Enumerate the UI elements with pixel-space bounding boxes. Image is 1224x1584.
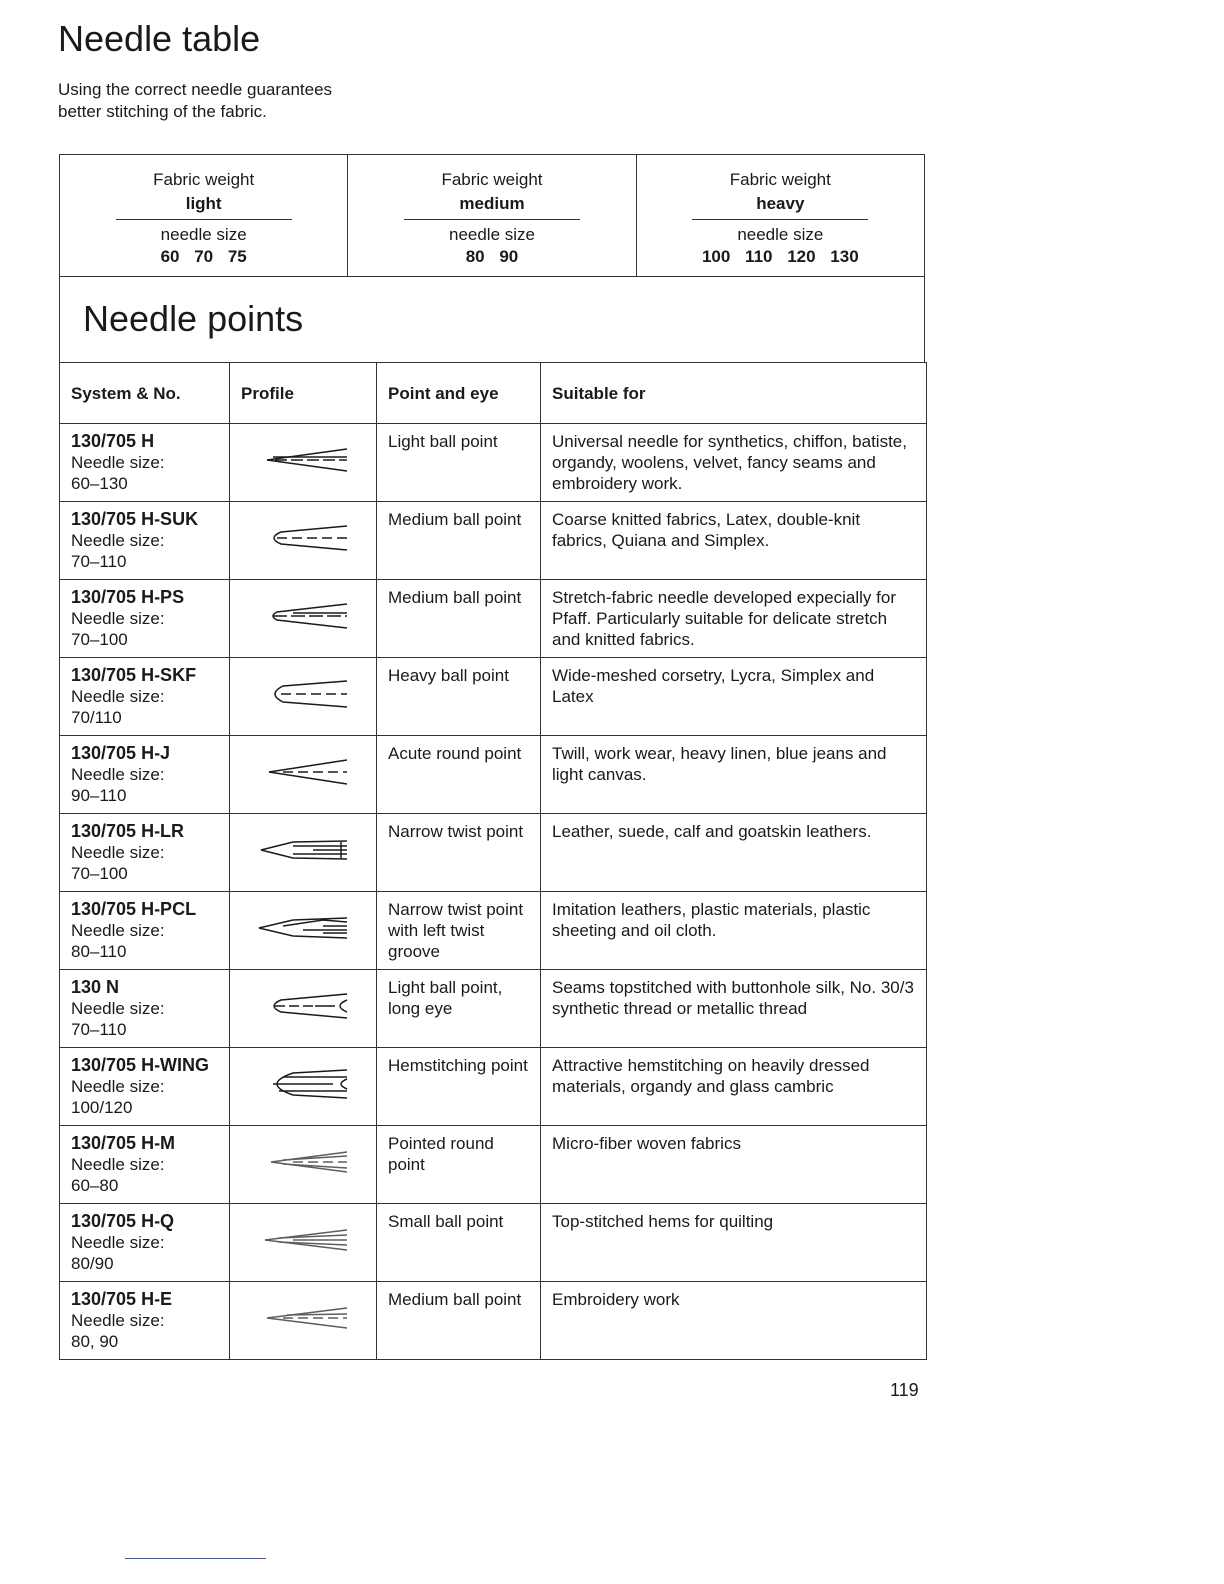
- intro-line: Using the correct needle guarantees: [58, 80, 333, 99]
- table-row: [60, 580, 927, 658]
- needle-profile-icon: [253, 594, 353, 638]
- needle-size-label: needle size: [737, 225, 824, 244]
- system-number: 130/705 H-SKF: [71, 665, 197, 685]
- needle-profile-icon: [253, 906, 353, 950]
- point-cell: Heavy ball point: [377, 658, 541, 736]
- point-cell: Pointed round point: [377, 1126, 541, 1204]
- table-row: [60, 892, 927, 970]
- needle-size-range: 80, 90: [71, 1332, 119, 1351]
- system-number: 130/705 H-E: [71, 1289, 173, 1309]
- profile-cell: [230, 970, 377, 1048]
- needle-points-header: [59, 276, 925, 362]
- needle-sizes: 60 70 75: [160, 247, 247, 266]
- needle-profile-icon: [253, 984, 353, 1028]
- fabric-weight-value: heavy: [756, 194, 805, 213]
- profile-cell: [230, 424, 377, 502]
- needle-profile-icon: [253, 1062, 353, 1106]
- table-row: [60, 970, 927, 1048]
- fabric-weight-label: Fabric weight: [441, 170, 543, 189]
- needle-size-range: 70–100: [71, 630, 128, 649]
- suitable-cell: Top-stitched hems for quilting: [541, 1204, 927, 1282]
- system-cell: [60, 970, 230, 1048]
- suitable-cell: Wide-meshed corsetry, Lycra, Simplex and Latex: [541, 658, 927, 736]
- point-cell: Light ball point, long eye: [377, 970, 541, 1048]
- system-cell: [60, 1048, 230, 1126]
- column-header-profile: Profile: [230, 363, 377, 424]
- system-number: 130/705 H: [71, 431, 155, 451]
- needle-profile-icon: [253, 1218, 353, 1262]
- needle-size-label: Needle size:: [71, 1155, 165, 1174]
- profile-cell: [230, 658, 377, 736]
- suitable-cell: Imitation leathers, plastic materials, plastic sheeting and oil cloth.: [541, 892, 927, 970]
- suitable-cell: Seams topstitched with buttonhole silk, No. 30/3 synthetic thread or metallic thread: [541, 970, 927, 1048]
- system-number: 130/705 H-PS: [71, 587, 185, 607]
- needle-size-range: 70–110: [71, 1020, 127, 1039]
- needle-points-table: [59, 362, 927, 1360]
- suitable-cell: Twill, work wear, heavy linen, blue jeans and light canvas.: [541, 736, 927, 814]
- needle-size-range: 80/90: [71, 1254, 114, 1273]
- needle-size-range: 70–110: [71, 552, 127, 571]
- needle-size-label: Needle size:: [71, 1077, 165, 1096]
- page-number: 119: [890, 1380, 919, 1400]
- suitable-cell: Coarse knitted fabrics, Latex, double-knit fabrics, Quiana and Simplex.: [541, 502, 927, 580]
- needle-size-label: Needle size:: [71, 1233, 165, 1252]
- profile-cell: [230, 1282, 377, 1360]
- needle-size-range: 100/120: [71, 1098, 133, 1117]
- needle-size-range: 90–110: [71, 786, 127, 805]
- fabric-weight-label: Fabric weight: [153, 170, 255, 189]
- system-cell: [60, 892, 230, 970]
- table-row: [60, 1282, 927, 1360]
- divider: [116, 219, 292, 220]
- intro-line: better stitching of the fabric.: [58, 102, 267, 121]
- needle-profile-icon: [253, 750, 353, 794]
- point-cell: Light ball point: [377, 424, 541, 502]
- page-title: Needle table: [58, 18, 261, 59]
- footer-rule: [125, 1558, 266, 1559]
- needle-profile-icon: [253, 438, 353, 482]
- system-number: 130/705 H-M: [71, 1133, 176, 1153]
- needle-size-range: 80–110: [71, 942, 127, 961]
- system-number: 130/705 H-J: [71, 743, 171, 763]
- needle-profile-icon: [253, 1296, 353, 1340]
- system-cell: [60, 502, 230, 580]
- needle-size-range: 70/110: [71, 708, 122, 727]
- point-cell: Medium ball point: [377, 502, 541, 580]
- system-cell: [60, 814, 230, 892]
- needle-profile-icon: [253, 516, 353, 560]
- profile-cell: [230, 502, 377, 580]
- needle-size-range: 60–80: [71, 1176, 119, 1195]
- system-cell: [60, 580, 230, 658]
- fabric-weight-value: light: [185, 194, 222, 213]
- point-cell: Narrow twist point: [377, 814, 541, 892]
- profile-cell: [230, 1126, 377, 1204]
- column-header-suitable: Suitable for: [541, 363, 927, 424]
- suitable-cell: Micro-fiber woven fabrics: [541, 1126, 927, 1204]
- needle-size-range: 70–100: [71, 864, 128, 883]
- profile-cell: [230, 580, 377, 658]
- system-number: 130 N: [71, 977, 120, 997]
- needle-points-title: Needle points: [83, 298, 304, 339]
- fabric-weight-light: [60, 155, 348, 276]
- table-row: [60, 1126, 927, 1204]
- needle-profile-icon: [253, 828, 353, 872]
- system-number: 130/705 H-LR: [71, 821, 185, 841]
- needle-size-label: Needle size:: [71, 765, 165, 784]
- system-cell: [60, 658, 230, 736]
- needle-size-label: Needle size:: [71, 609, 165, 628]
- point-cell: Medium ball point: [377, 1282, 541, 1360]
- table-row: [60, 424, 927, 502]
- system-cell: [60, 1282, 230, 1360]
- profile-cell: [230, 1048, 377, 1126]
- system-number: 130/705 H-PCL: [71, 899, 197, 919]
- table-header-row: [60, 363, 927, 424]
- needle-sizes: 100 110 120 130: [701, 247, 859, 266]
- suitable-cell: Embroidery work: [541, 1282, 927, 1360]
- fabric-weight-table: [59, 154, 925, 277]
- needle-size-label: needle size: [160, 225, 247, 244]
- table-row: [60, 814, 927, 892]
- fabric-weight-value: medium: [459, 194, 525, 213]
- column-header-point: Point and eye: [377, 363, 541, 424]
- fabric-weight-label: Fabric weight: [729, 170, 831, 189]
- needle-size-label: Needle size:: [71, 453, 165, 472]
- table-row: [60, 1048, 927, 1126]
- system-cell: [60, 424, 230, 502]
- profile-cell: [230, 1204, 377, 1282]
- divider: [404, 219, 580, 220]
- fabric-weight-medium: [348, 155, 636, 276]
- needle-size-range: 60–130: [71, 474, 128, 493]
- system-cell: [60, 736, 230, 814]
- needle-sizes: 80 90: [465, 247, 519, 266]
- profile-cell: [230, 736, 377, 814]
- suitable-cell: Attractive hemstitching on heavily dressed materials, organdy and glass cambric: [541, 1048, 927, 1126]
- point-cell: Narrow twist point with left twist groove: [377, 892, 541, 970]
- suitable-cell: Stretch-fabric needle developed expecially for Pfaff. Particularly suitable for delicate stretch and knitted fabrics.: [541, 580, 927, 658]
- needle-size-label: Needle size:: [71, 843, 165, 862]
- needle-size-label: Needle size:: [71, 687, 165, 706]
- suitable-cell: Leather, suede, calf and goatskin leathers.: [541, 814, 927, 892]
- point-cell: Small ball point: [377, 1204, 541, 1282]
- needle-size-label: Needle size:: [71, 531, 165, 550]
- suitable-cell: Universal needle for synthetics, chiffon, batiste, organdy, woolens, velvet, fancy seams and embroidery work.: [541, 424, 927, 502]
- table-row: [60, 1204, 927, 1282]
- needle-size-label: Needle size:: [71, 1311, 165, 1330]
- table-row: [60, 658, 927, 736]
- table-row: [60, 736, 927, 814]
- needle-profile-icon: [253, 672, 353, 716]
- system-number: 130/705 H-Q: [71, 1211, 175, 1231]
- needle-size-label: needle size: [448, 225, 535, 244]
- profile-cell: [230, 892, 377, 970]
- profile-cell: [230, 814, 377, 892]
- needle-size-label: Needle size:: [71, 921, 165, 940]
- column-header-system: System & No.: [60, 363, 230, 424]
- system-number: 130/705 H-SUK: [71, 509, 199, 529]
- needle-size-label: Needle size:: [71, 999, 165, 1018]
- needle-profile-icon: [253, 1140, 353, 1184]
- point-cell: Acute round point: [377, 736, 541, 814]
- point-cell: Hemstitching point: [377, 1048, 541, 1126]
- system-cell: [60, 1126, 230, 1204]
- point-cell: Medium ball point: [377, 580, 541, 658]
- fabric-weight-heavy: [637, 155, 924, 276]
- system-cell: [60, 1204, 230, 1282]
- system-number: 130/705 H-WING: [71, 1055, 210, 1075]
- intro-text: [58, 79, 332, 123]
- table-row: [60, 502, 927, 580]
- divider: [692, 219, 868, 220]
